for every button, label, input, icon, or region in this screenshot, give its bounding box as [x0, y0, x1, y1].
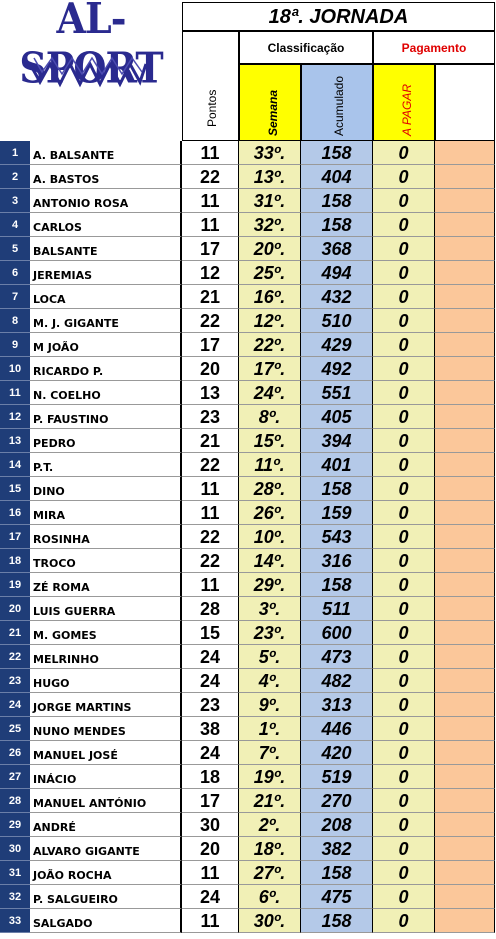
week-rank-cell: 2º.	[239, 813, 301, 837]
payment-cell	[435, 525, 495, 549]
points-cell: 22	[182, 453, 239, 477]
table-row	[0, 741, 496, 765]
accumulated-cell: 551	[301, 381, 373, 405]
payment-cell	[435, 861, 495, 885]
week-rank-cell: 17º.	[239, 357, 301, 381]
row-number: 16	[0, 501, 30, 525]
table-row	[0, 381, 496, 405]
week-rank-cell: 16º.	[239, 285, 301, 309]
accumulated-cell: 429	[301, 333, 373, 357]
accumulated-cell: 519	[301, 765, 373, 789]
to-pay-cell: 0	[373, 357, 435, 381]
week-rank-cell: 12º.	[239, 309, 301, 333]
table-row	[0, 213, 496, 237]
accumulated-cell: 511	[301, 597, 373, 621]
accumulated-cell: 482	[301, 669, 373, 693]
to-pay-cell: 0	[373, 861, 435, 885]
table-row	[0, 789, 496, 813]
player-name: MANUEL ANTÓNIO	[30, 789, 182, 813]
table-row	[0, 405, 496, 429]
payment-cell	[435, 741, 495, 765]
row-number: 5	[0, 237, 30, 261]
accumulated-cell: 494	[301, 261, 373, 285]
player-name: INÁCIO	[30, 765, 182, 789]
to-pay-cell: 0	[373, 669, 435, 693]
row-number: 1	[0, 141, 30, 165]
row-number: 26	[0, 741, 30, 765]
points-cell: 22	[182, 549, 239, 573]
week-rank-cell: 28º.	[239, 477, 301, 501]
week-rank-cell: 32º.	[239, 213, 301, 237]
points-cell: 23	[182, 405, 239, 429]
logo-zigzag-icon	[28, 50, 148, 90]
to-pay-cell: 0	[373, 837, 435, 861]
header-a-pagar-label: A PAGAR	[400, 83, 414, 136]
accumulated-cell: 158	[301, 909, 373, 933]
table-row	[0, 861, 496, 885]
to-pay-cell: 0	[373, 693, 435, 717]
header-pontos	[182, 31, 239, 141]
accumulated-cell: 394	[301, 429, 373, 453]
table-row	[0, 909, 496, 933]
payment-cell	[435, 813, 495, 837]
player-name: NUNO MENDES	[30, 717, 182, 741]
accumulated-cell: 382	[301, 837, 373, 861]
points-cell: 17	[182, 237, 239, 261]
accumulated-cell: 270	[301, 789, 373, 813]
row-number: 15	[0, 477, 30, 501]
player-name: SALGADO	[30, 909, 182, 933]
table-row	[0, 309, 496, 333]
player-name: DINO	[30, 477, 182, 501]
payment-cell	[435, 165, 495, 189]
accumulated-cell: 208	[301, 813, 373, 837]
accumulated-cell: 159	[301, 501, 373, 525]
points-cell: 13	[182, 381, 239, 405]
week-rank-cell: 22º.	[239, 333, 301, 357]
table-row	[0, 813, 496, 837]
accumulated-cell: 432	[301, 285, 373, 309]
week-rank-cell: 10º.	[239, 525, 301, 549]
points-cell: 20	[182, 837, 239, 861]
header-classificacao: Classificação	[239, 31, 373, 64]
row-number: 4	[0, 213, 30, 237]
payment-cell	[435, 477, 495, 501]
points-cell: 11	[182, 861, 239, 885]
points-cell: 11	[182, 501, 239, 525]
points-cell: 20	[182, 357, 239, 381]
payment-cell	[435, 381, 495, 405]
page-title: 18ª. JORNADA	[182, 2, 495, 31]
row-number: 32	[0, 885, 30, 909]
week-rank-cell: 24º.	[239, 381, 301, 405]
header-pontos-label: Pontos	[205, 89, 219, 127]
week-rank-cell: 30º.	[239, 909, 301, 933]
header-a-pagar	[373, 64, 435, 141]
player-name: PEDRO	[30, 429, 182, 453]
payment-cell	[435, 837, 495, 861]
row-number: 23	[0, 669, 30, 693]
week-rank-cell: 20º.	[239, 237, 301, 261]
points-cell: 15	[182, 621, 239, 645]
accumulated-cell: 475	[301, 885, 373, 909]
player-name: A. BASTOS	[30, 165, 182, 189]
row-number: 8	[0, 309, 30, 333]
payment-cell	[435, 141, 495, 165]
table-row	[0, 765, 496, 789]
accumulated-cell: 405	[301, 405, 373, 429]
accumulated-cell: 404	[301, 165, 373, 189]
payment-cell	[435, 669, 495, 693]
points-cell: 11	[182, 189, 239, 213]
to-pay-cell: 0	[373, 453, 435, 477]
payment-cell	[435, 405, 495, 429]
player-name: N. COELHO	[30, 381, 182, 405]
row-number: 30	[0, 837, 30, 861]
week-rank-cell: 29º.	[239, 573, 301, 597]
player-name: M JOÃO	[30, 333, 182, 357]
to-pay-cell: 0	[373, 717, 435, 741]
row-number: 13	[0, 429, 30, 453]
to-pay-cell: 0	[373, 189, 435, 213]
row-number: 19	[0, 573, 30, 597]
points-cell: 11	[182, 909, 239, 933]
points-cell: 11	[182, 573, 239, 597]
to-pay-cell: 0	[373, 573, 435, 597]
payment-cell	[435, 429, 495, 453]
week-rank-cell: 19º.	[239, 765, 301, 789]
player-name: P. SALGUEIRO	[30, 885, 182, 909]
table-row	[0, 429, 496, 453]
player-name: LOCA	[30, 285, 182, 309]
table-row	[0, 477, 496, 501]
to-pay-cell: 0	[373, 525, 435, 549]
table-row	[0, 165, 496, 189]
al-sport-logo	[0, 0, 182, 140]
accumulated-cell: 158	[301, 573, 373, 597]
points-cell: 11	[182, 141, 239, 165]
payment-cell	[435, 309, 495, 333]
table-row	[0, 549, 496, 573]
player-name: ROSINHA	[30, 525, 182, 549]
row-number: 3	[0, 189, 30, 213]
standings-table	[0, 141, 496, 933]
row-number: 21	[0, 621, 30, 645]
row-number: 25	[0, 717, 30, 741]
points-cell: 11	[182, 477, 239, 501]
payment-cell	[435, 261, 495, 285]
accumulated-cell: 401	[301, 453, 373, 477]
payment-cell	[435, 285, 495, 309]
payment-cell	[435, 693, 495, 717]
header-semana-label: Semana	[266, 89, 280, 136]
week-rank-cell: 14º.	[239, 549, 301, 573]
points-cell: 17	[182, 789, 239, 813]
table-row	[0, 501, 496, 525]
table-row	[0, 261, 496, 285]
week-rank-cell: 1º.	[239, 717, 301, 741]
accumulated-cell: 492	[301, 357, 373, 381]
accumulated-cell: 420	[301, 741, 373, 765]
week-rank-cell: 7º.	[239, 741, 301, 765]
week-rank-cell: 5º.	[239, 645, 301, 669]
week-rank-cell: 33º.	[239, 141, 301, 165]
to-pay-cell: 0	[373, 141, 435, 165]
points-cell: 22	[182, 525, 239, 549]
row-number: 2	[0, 165, 30, 189]
row-number: 22	[0, 645, 30, 669]
accumulated-cell: 510	[301, 309, 373, 333]
payment-cell	[435, 501, 495, 525]
points-cell: 24	[182, 645, 239, 669]
table-row	[0, 645, 496, 669]
payment-cell	[435, 189, 495, 213]
points-cell: 24	[182, 885, 239, 909]
player-name: LUIS GUERRA	[30, 597, 182, 621]
points-cell: 21	[182, 429, 239, 453]
week-rank-cell: 3º.	[239, 597, 301, 621]
week-rank-cell: 9º.	[239, 693, 301, 717]
row-number: 24	[0, 693, 30, 717]
row-number: 27	[0, 765, 30, 789]
player-name: M. GOMES	[30, 621, 182, 645]
to-pay-cell: 0	[373, 477, 435, 501]
player-name: BALSANTE	[30, 237, 182, 261]
points-cell: 17	[182, 333, 239, 357]
payment-cell	[435, 573, 495, 597]
to-pay-cell: 0	[373, 645, 435, 669]
table-row	[0, 189, 496, 213]
row-number: 14	[0, 453, 30, 477]
payment-cell	[435, 789, 495, 813]
payment-cell	[435, 333, 495, 357]
player-name: CARLOS	[30, 213, 182, 237]
player-name: MANUEL JOSÉ	[30, 741, 182, 765]
accumulated-cell: 368	[301, 237, 373, 261]
to-pay-cell: 0	[373, 213, 435, 237]
points-cell: 22	[182, 309, 239, 333]
player-name: HUGO	[30, 669, 182, 693]
payment-cell	[435, 621, 495, 645]
payment-cell	[435, 645, 495, 669]
payment-cell	[435, 909, 495, 933]
to-pay-cell: 0	[373, 285, 435, 309]
points-cell: 23	[182, 693, 239, 717]
table-row	[0, 237, 496, 261]
player-name: RICARDO P.	[30, 357, 182, 381]
points-cell: 22	[182, 165, 239, 189]
player-name: P. FAUSTINO	[30, 405, 182, 429]
table-row	[0, 525, 496, 549]
player-name: JEREMIAS	[30, 261, 182, 285]
row-number: 29	[0, 813, 30, 837]
points-cell: 24	[182, 741, 239, 765]
week-rank-cell: 11º.	[239, 453, 301, 477]
header-acumulado	[301, 64, 373, 141]
to-pay-cell: 0	[373, 381, 435, 405]
to-pay-cell: 0	[373, 309, 435, 333]
row-number: 11	[0, 381, 30, 405]
week-rank-cell: 18º.	[239, 837, 301, 861]
player-name: ZÉ ROMA	[30, 573, 182, 597]
player-name: ANTONIO ROSA	[30, 189, 182, 213]
to-pay-cell: 0	[373, 621, 435, 645]
accumulated-cell: 473	[301, 645, 373, 669]
header-semana	[239, 64, 301, 141]
to-pay-cell: 0	[373, 909, 435, 933]
points-cell: 38	[182, 717, 239, 741]
to-pay-cell: 0	[373, 429, 435, 453]
payment-cell	[435, 237, 495, 261]
accumulated-cell: 158	[301, 213, 373, 237]
points-cell: 24	[182, 669, 239, 693]
week-rank-cell: 25º.	[239, 261, 301, 285]
week-rank-cell: 4º.	[239, 669, 301, 693]
table-row	[0, 885, 496, 909]
points-cell: 11	[182, 213, 239, 237]
player-name: ANDRÉ	[30, 813, 182, 837]
table-row	[0, 333, 496, 357]
to-pay-cell: 0	[373, 261, 435, 285]
to-pay-cell: 0	[373, 501, 435, 525]
week-rank-cell: 31º.	[239, 189, 301, 213]
row-number: 33	[0, 909, 30, 933]
payment-cell	[435, 453, 495, 477]
row-number: 28	[0, 789, 30, 813]
to-pay-cell: 0	[373, 789, 435, 813]
points-cell: 30	[182, 813, 239, 837]
to-pay-cell: 0	[373, 813, 435, 837]
table-row	[0, 837, 496, 861]
accumulated-cell: 158	[301, 141, 373, 165]
accumulated-cell: 313	[301, 693, 373, 717]
to-pay-cell: 0	[373, 333, 435, 357]
player-name: M. J. GIGANTE	[30, 309, 182, 333]
points-cell: 28	[182, 597, 239, 621]
player-name: A. BALSANTE	[30, 141, 182, 165]
row-number: 18	[0, 549, 30, 573]
row-number: 20	[0, 597, 30, 621]
player-name: P.T.	[30, 453, 182, 477]
payment-cell	[435, 597, 495, 621]
to-pay-cell: 0	[373, 885, 435, 909]
row-number: 7	[0, 285, 30, 309]
player-name: TROCO	[30, 549, 182, 573]
accumulated-cell: 158	[301, 189, 373, 213]
row-number: 12	[0, 405, 30, 429]
player-name: MIRA	[30, 501, 182, 525]
to-pay-cell: 0	[373, 165, 435, 189]
payment-cell	[435, 717, 495, 741]
points-cell: 18	[182, 765, 239, 789]
table-row	[0, 141, 496, 165]
to-pay-cell: 0	[373, 741, 435, 765]
week-rank-cell: 8º.	[239, 405, 301, 429]
week-rank-cell: 6º.	[239, 885, 301, 909]
row-number: 6	[0, 261, 30, 285]
row-number: 17	[0, 525, 30, 549]
accumulated-cell: 446	[301, 717, 373, 741]
table-row	[0, 285, 496, 309]
points-cell: 12	[182, 261, 239, 285]
player-name: JOÃO ROCHA	[30, 861, 182, 885]
header-pagamento: Pagamento	[373, 31, 495, 64]
table-row	[0, 573, 496, 597]
row-number: 10	[0, 357, 30, 381]
week-rank-cell: 27º.	[239, 861, 301, 885]
points-cell: 21	[182, 285, 239, 309]
table-row	[0, 453, 496, 477]
week-rank-cell: 23º.	[239, 621, 301, 645]
accumulated-cell: 600	[301, 621, 373, 645]
player-name: MELRINHO	[30, 645, 182, 669]
week-rank-cell: 13º.	[239, 165, 301, 189]
table-row	[0, 693, 496, 717]
table-row	[0, 357, 496, 381]
accumulated-cell: 158	[301, 861, 373, 885]
to-pay-cell: 0	[373, 405, 435, 429]
table-row	[0, 717, 496, 741]
payment-cell	[435, 765, 495, 789]
payment-cell	[435, 549, 495, 573]
table-row	[0, 597, 496, 621]
header-blank	[435, 64, 495, 141]
week-rank-cell: 21º.	[239, 789, 301, 813]
to-pay-cell: 0	[373, 597, 435, 621]
payment-cell	[435, 885, 495, 909]
table-row	[0, 669, 496, 693]
player-name: ALVARO GIGANTE	[30, 837, 182, 861]
to-pay-cell: 0	[373, 237, 435, 261]
table-row	[0, 621, 496, 645]
player-name: JORGE MARTINS	[30, 693, 182, 717]
row-number: 9	[0, 333, 30, 357]
row-number: 31	[0, 861, 30, 885]
week-rank-cell: 15º.	[239, 429, 301, 453]
week-rank-cell: 26º.	[239, 501, 301, 525]
header-acumulado-label: Acumulado	[332, 75, 346, 136]
accumulated-cell: 543	[301, 525, 373, 549]
to-pay-cell: 0	[373, 549, 435, 573]
accumulated-cell: 158	[301, 477, 373, 501]
accumulated-cell: 316	[301, 549, 373, 573]
payment-cell	[435, 357, 495, 381]
to-pay-cell: 0	[373, 765, 435, 789]
payment-cell	[435, 213, 495, 237]
logo-text: AL-SPORT	[19, 0, 163, 93]
